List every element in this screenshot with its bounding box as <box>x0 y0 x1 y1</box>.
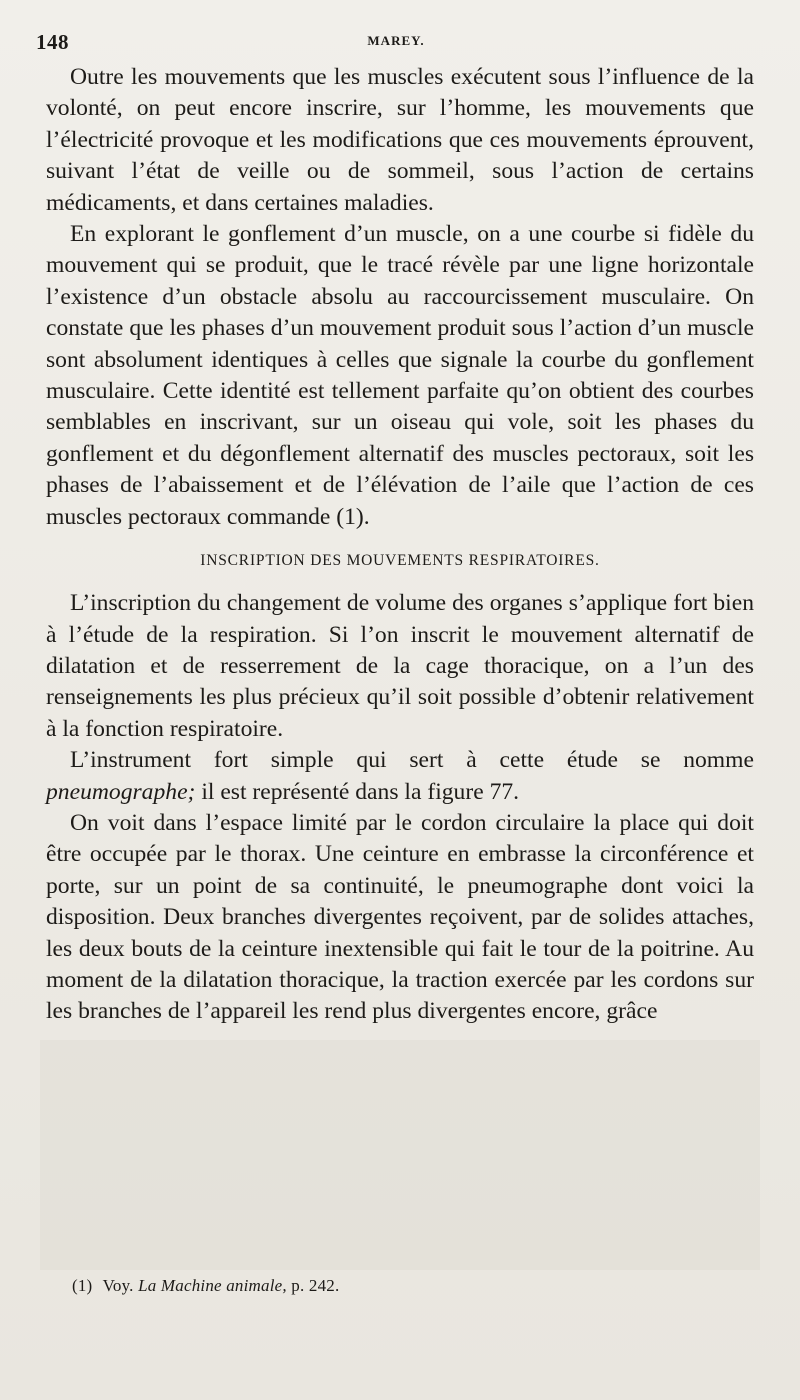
footnote-book-title: La Machine animale, <box>138 1276 287 1295</box>
instrument-text-start: L’instrument fort simple qui sert à cette étude se nomme <box>70 747 754 774</box>
footnote-page-ref: p. 242. <box>291 1276 340 1295</box>
body-text <box>46 62 754 1028</box>
pneumographe-term: pneumographe; <box>46 778 196 805</box>
paragraph-muscle-swelling: En explorant le gonflement d’un muscle, on a une courbe si fidèle du mouvement qui se produit, que le tracé révèle par une ligne horizontale l’existence d’un obstacle absolu au raccourcissement musculaire. On constate que les phases d’un mouvement produit sous l’action d’un muscle sont absolument identiques à celles que signale la courbe du gonflement musculaire. Cette identité est tellement parfaite qu’on obtient des courbes semblables en inscrivant, sur un oiseau qui vole, soit les phases du gonflement et du dégonflement alternatif des muscles pectoraux, soit les phases de l’abaissement et de l’élévation de l’aile que l’action de ces muscles pectoraux commande (1). <box>46 221 754 530</box>
page-number: 148 <box>36 30 69 54</box>
footnote-voy: Voy. <box>102 1276 134 1295</box>
instrument-text-end: il est représenté dans la figure 77. <box>201 778 520 805</box>
paragraph-respiration: L’inscription du changement de volume des organes s’applique fort bien à l’étude de la respiration. Si l’on inscrit le mouvement alternatif de dilatation et de resserrement de la cage thoracique, on a l’un des renseignements les plus précieux qu’il soit possible d’obtenir relativement à la fonction respiratoire. <box>46 590 754 742</box>
section-title: INSCRIPTION DES MOUVEMENTS RESPIRATOIRES. <box>200 552 600 570</box>
paragraph-instrument <box>46 745 754 808</box>
running-head-author: MAREY. <box>367 33 425 48</box>
paragraph-muscle-movements: Outre les mouvements que les muscles exécutent sous l’influence de la volonté, on peut encore inscrire, sur l’homme, les mouvements que l’électricité provoque et les modifications que ces mouvements éprouvent, suivant l’état de veille ou de sommeil, sous l’action de certains médicaments, et dans certaines maladies. <box>46 64 754 216</box>
footnote-marker: (1) <box>72 1276 93 1295</box>
running-head <box>36 30 756 60</box>
footnote <box>72 1276 339 1296</box>
show-through-shadow <box>40 1040 760 1270</box>
paragraph-pneumographe-description: On voit dans l’espace limité par le cordon circulaire la place qui doit être occupée par le thorax. Une ceinture en embrasse la circonférence et porte, sur un point de sa continuité, le pneumographe dont voici la disposition. Deux branches divergentes reçoivent, par de solides attaches, les deux bouts de la ceinture inextensible qui fait le tour de la poitrine. Au moment de la dilatation thoracique, la traction exercée par les cordons sur les branches de l’appareil les rend plus divergentes encore, grâce <box>46 809 754 1025</box>
